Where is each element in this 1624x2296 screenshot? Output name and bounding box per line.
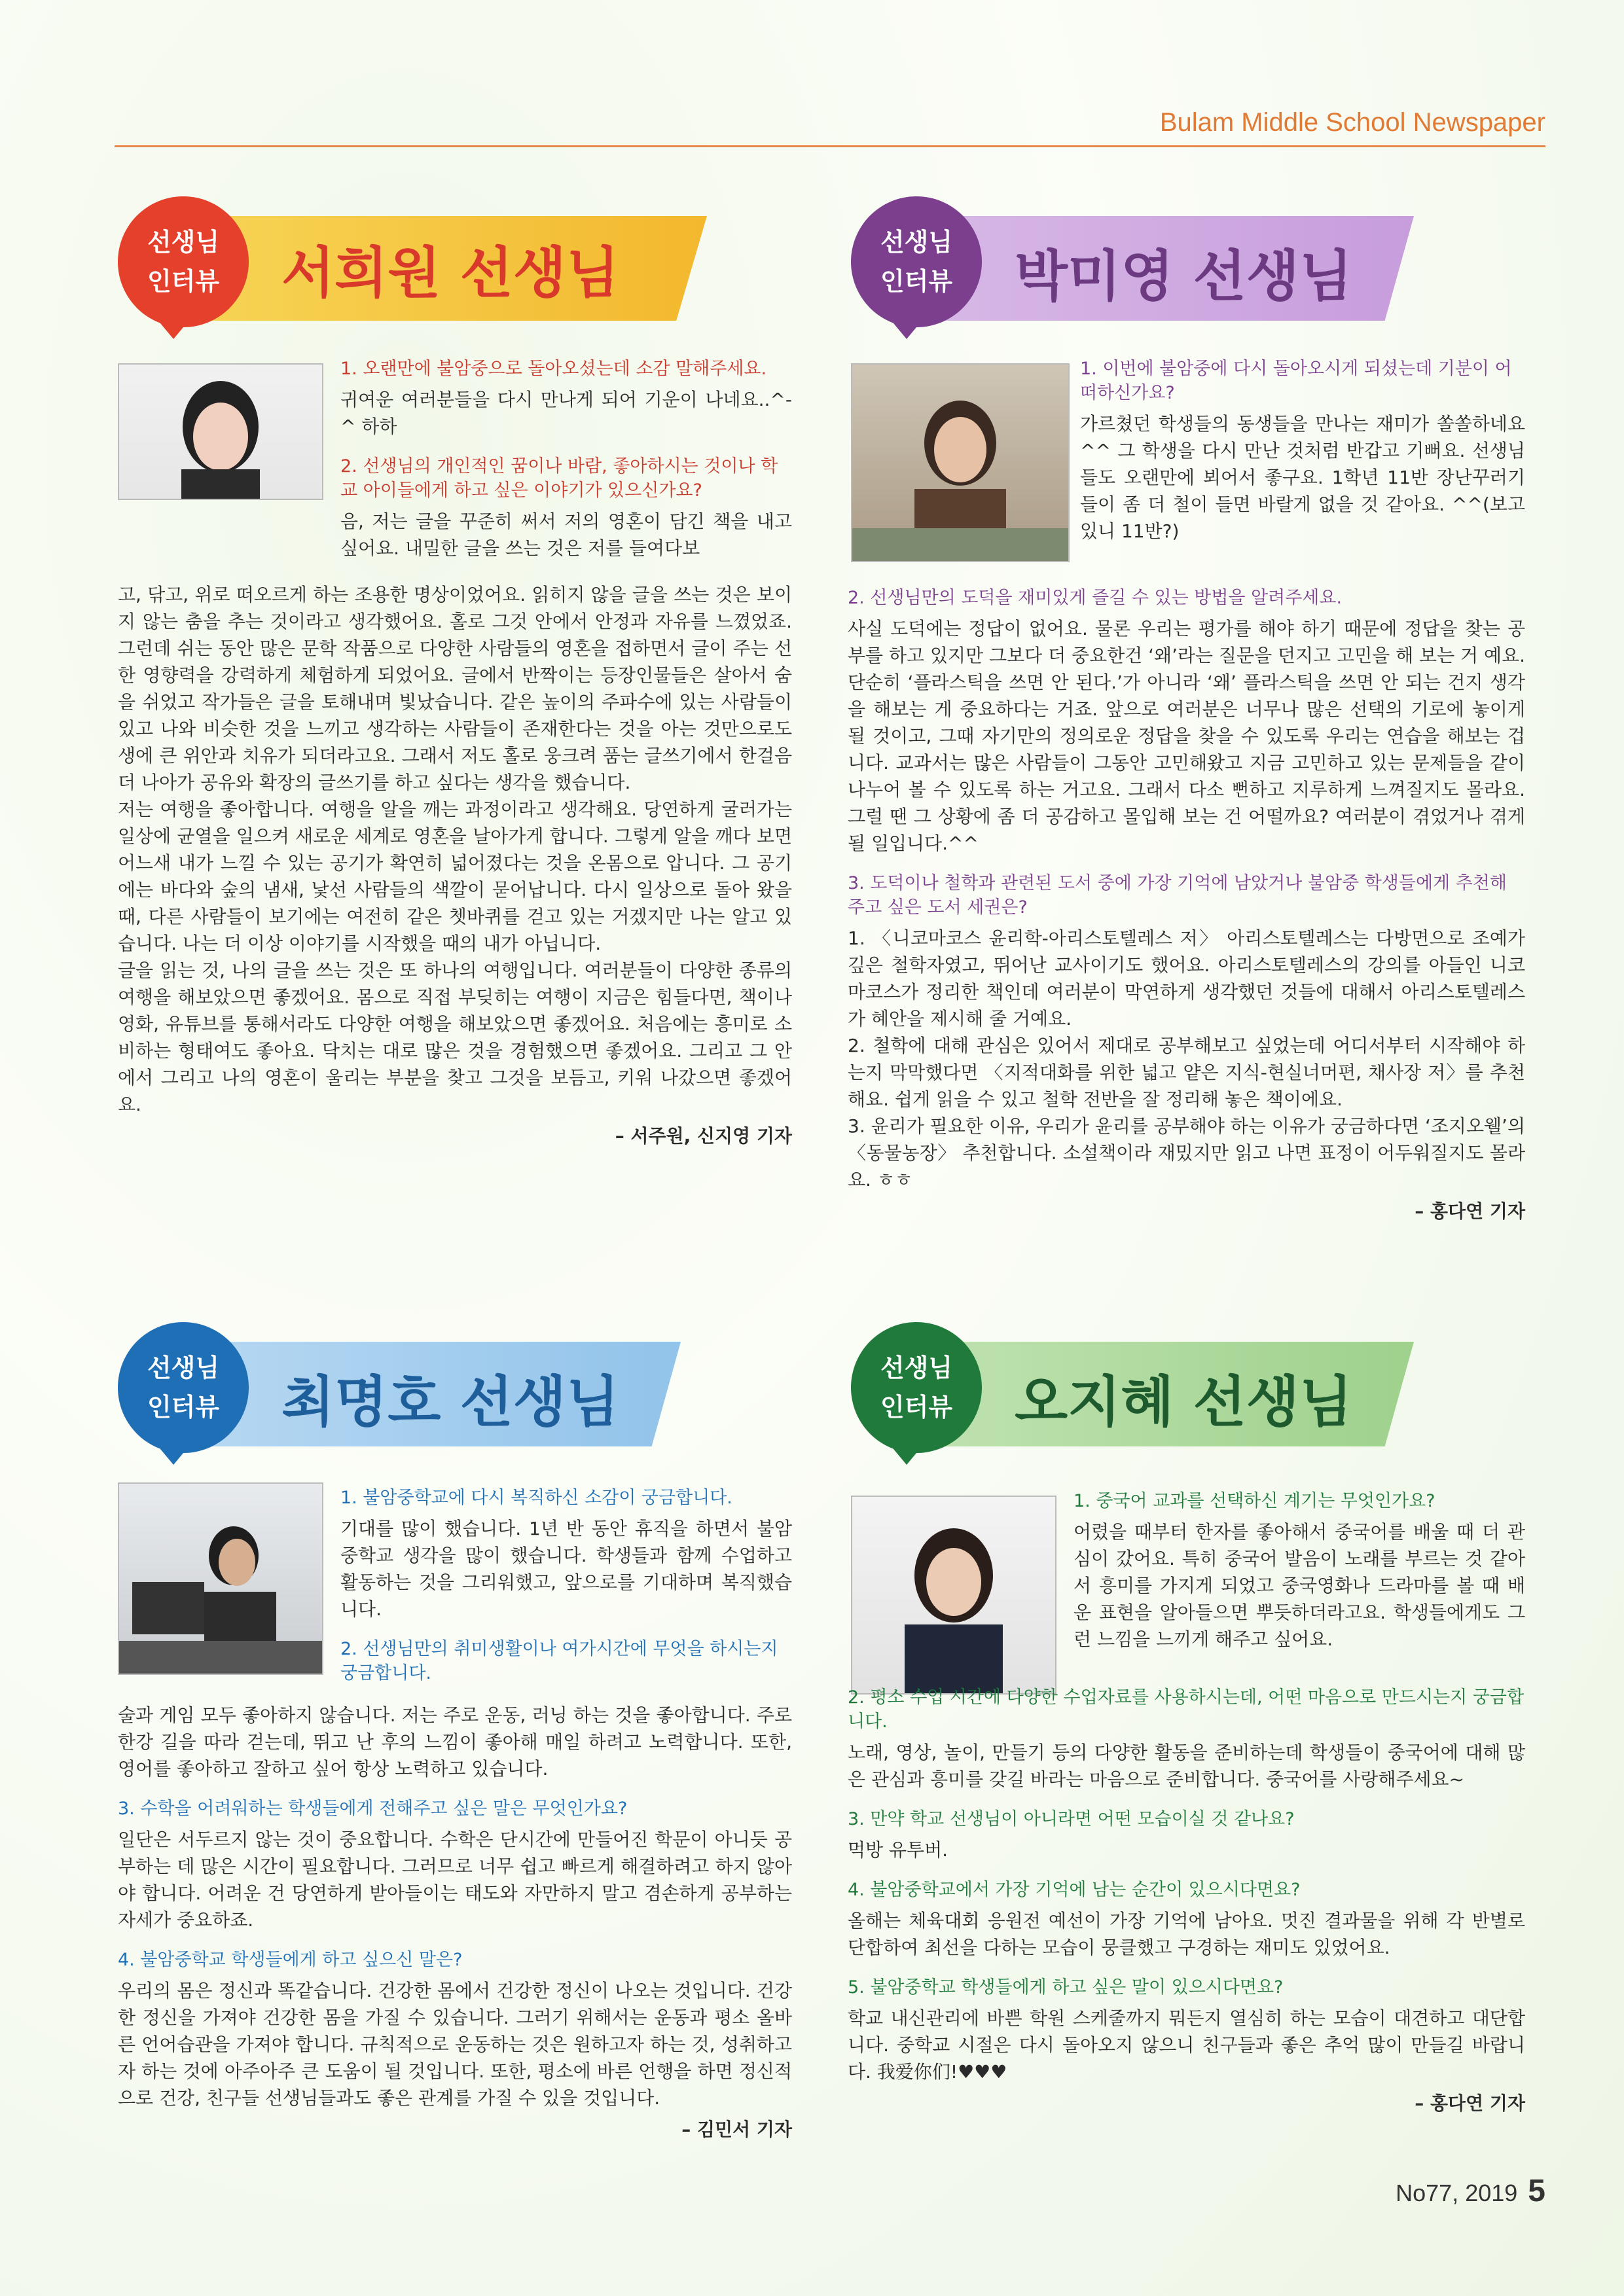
answer-2-body: 고, 닦고, 위로 떠오르게 하는 조용한 명상이었어요. 읽히지 않을 글을 쓰는 것은 보이지 않는 춤을 추는 것이라고 생각했어요. 홀로 그것 안에서 안정과 자유를 느꼈었죠. 그런데 쉬는 동안 많은 문학 작품으로 다양한 사람들의 영혼을 접하면서 글이 주는 선한 영향력을 강력하게 체험하게 되었어요. 글에서 반짝이는 등장인물들은 살아서 숨을 쉬었고 작가들은 글을 토해내며 빛났습니다. 같은 높이의 주파수에 있는 사람들이 있고 나와 비슷한 것을 느끼고 생각하는 사람들이 존재한다는 것을 아는 것만으로도 생에 큰 위안과 치유가 되더라고요. 그래서 저도 홀로 웅크려 품는 글쓰기에서 한걸음 더 나아가 공유와 확장의 글쓰기를 하고 싶다는 생각을 했습니다.: [118, 584, 792, 793]
byline: – 서주원, 신지영 기자: [615, 1125, 792, 1147]
issue-label: No77, 2019: [1396, 2179, 1518, 2206]
badge-line1: 선생님: [880, 228, 953, 257]
answer-1: 기대를 많이 했습니다. 1년 반 동안 휴직을 하면서 불암중학교 생각을 많이 했습니다. 학생들과 함께 수업하고 활동하는 것을 그리워했고, 앞으로를 기대하며 복직했습니다.: [340, 1518, 792, 1620]
answer-3: 일단은 서두르지 않는 것이 중요합니다. 수학은 단시간에 만들어진 학문이 아니듯 공부하는 데 많은 시간이 필요합니다. 그러므로 너무 쉽고 빠르게 해결하려고 하지 않아야 합니다. 어려운 건 당연하게 받아들이는 태도와 자만하지 말고 겸손하게 공부하는 자세가 중요하죠.: [118, 1829, 792, 1931]
answer-5: 학교 내신관리에 바쁜 학원 스케줄까지 뭐든지 열심히 하는 모습이 대견하고 대단합니다. 중학교 시절은 다시 돌아오지 않으니 친구들과 좋은 추억 많이 만들길 바랍니다. 我爱你们!♥♥♥: [848, 2007, 1525, 2083]
question-1: 1. 이번에 불암중에 다시 돌아오시게 되셨는데 기분이 어떠하신가요?: [1080, 359, 1512, 403]
question-4: 4. 불암중학교 학생들에게 하고 싶으신 말은?: [118, 1950, 463, 1970]
question-3: 3. 도덕이나 철학과 관련된 도서 중에 가장 기억에 남았거나 불암중 학생들에게 추천해 주고 싶은 도서 세권은?: [848, 873, 1507, 918]
badge-line1: 선생님: [147, 228, 220, 257]
interview-badge: [118, 1322, 249, 1453]
page-number: 5: [1528, 2174, 1545, 2208]
answer-1: 귀여운 여러분들을 다시 만나게 되어 기운이 나네요..^-^ 하하: [340, 389, 792, 437]
teacher-photo: [851, 1496, 1056, 1695]
answer-4: 우리의 몸은 정신과 똑같습니다. 건강한 몸에서 건강한 정신이 나오는 것입니다. 건강한 정신을 가져야 건강한 몸을 가질 수 있습니다. 그러기 위해서는 운동과 평소 올바른 언어습관을 가져야 합니다. 규칙적으로 운동하는 것은 원하고자 하는 것, 성취하고자 하는 것에 아주아주 큰 도움이 될 것입니다. 또한, 평소에 바른 언행을 하면 정신적으로 건강, 친구들 선생님들과도 좋은 관계를 가질 수 있을 것입니다.: [118, 1980, 792, 2109]
question-3: 3. 만약 학교 선생님이 아니라면 어떤 모습이실 것 같나요?: [848, 1809, 1295, 1829]
section-title: 박미영 선생님: [1015, 244, 1353, 308]
question-2: 2. 선생님만의 도덕을 재미있게 즐길 수 있는 방법을 알려주세요.: [848, 588, 1343, 608]
badge-line2: 인터뷰: [880, 1393, 953, 1422]
question-3: 3. 수학을 어려워하는 학생들에게 전해주고 싶은 말은 무엇인가요?: [118, 1799, 628, 1819]
badge-line2: 인터뷰: [147, 1393, 220, 1422]
page-footer: [1396, 2173, 1545, 2209]
teacher-photo: [851, 363, 1070, 562]
answer-3-book1: 1. 〈니코마코스 윤리학-아리스토텔레스 저〉 아리스토텔레스는 다방면으로 조예가 깊은 철학자였고, 뛰어난 교사이기도 했어요. 아리스토텔레스의 강의를 아들인 니코마코스가 정리한 책인데 여러분이 막연하게 생각했던 것들에 대해서 아리스토텔레스가 혜안을 제시해 줄 거예요.: [848, 927, 1525, 1030]
newspaper-name: Bulam Middle School Newspaper: [1159, 108, 1545, 137]
answer-2-intro: 음, 저는 글을 꾸준히 써서 저의 영혼이 담긴 책을 내고 싶어요. 내밀한 글을 쓰는 것은 저를 들여다보: [340, 511, 792, 559]
interview-badge: [118, 196, 249, 327]
answer-4: 올해는 체육대회 응원전 예선이 가장 기억에 남아요. 멋진 결과물을 위해 각 반별로 단합하여 최선을 다하는 모습이 뭉클했고 구경하는 재미도 있었어요.: [848, 1910, 1525, 1958]
question-2: 2. 평소 수업 시간에 다양한 수업자료를 사용하시는데, 어떤 마음으로 만드시는지 궁금합니다.: [848, 1687, 1525, 1732]
answer-2: 노래, 영상, 놀이, 만들기 등의 다양한 활동을 준비하는데 학생들이 중국어에 대해 많은 관심과 흥미를 갖길 바라는 마음으로 준비합니다. 중국어를 사랑해주세요~: [848, 1742, 1525, 1790]
byline: – 김민서 기자: [681, 2119, 792, 2140]
badge-line2: 인터뷰: [880, 267, 953, 296]
answer-1: 가르쳤던 학생들의 동생들을 만나는 재미가 쏠쏠하네요^^ 그 학생을 다시 만난 것처럼 반갑고 기뻐요. 선생님들도 오랜만에 뵈어서 좋구요. 1학년 11반 장난꾸러기들이 좀 더 철이 들면 바랄게 없을 것 같아요. ^^(보고 있니 11반?): [1080, 413, 1525, 542]
section-title: 오지혜 선생님: [1015, 1370, 1353, 1434]
interview-badge: [851, 1322, 982, 1453]
answer-2: 술과 게임 모두 좋아하지 않습니다. 저는 주로 운동, 러닝 하는 것을 좋아합니다. 주로 한강 길을 따라 걷는데, 뛰고 난 후의 느낌이 좋아해 매일 하려고 노력합니다. 또한, 영어를 좋아하고 잘하고 싶어 항상 노력하고 있습니다.: [118, 1704, 792, 1780]
teacher-photo: [118, 363, 323, 500]
header-divider: [115, 145, 1545, 147]
answer-2: 사실 도덕에는 정답이 없어요. 물론 우리는 평가를 해야 하기 때문에 정답을 찾는 공부를 하고 있지만 그보다 더 중요한건 ‘왜’라는 질문을 던지고 고민을 해 보는 거 예요. 단순히 ‘플라스틱을 쓰면 안 된다.’가 아니라 ‘왜’ 플라스틱을 쓰면 안 되는 건지 생각을 해보는 게 중요하다는 거죠. 앞으로 여러분은 너무나 많은 선택의 기로에 놓이게 될 것이고, 그때 자기만의 정의로운 정답을 찾을 수 있도록 우리는 연습을 해보는 겁니다. 교과서는 많은 사람들이 그동안 고민해왔고 지금 고민하고 있는 문제들을 같이 나누어 볼 수 있도록 하는 거고요. 그래서 다소 뻔하고 지루하게 느껴질지도 몰라요. 그럴 땐 그 상황에 좀 더 공감하고 몰입해 보는 건 어떨까요? 여러분이 겪었거나 겪게 될 일입니다.^^: [848, 618, 1525, 854]
teacher-photo: [118, 1482, 323, 1675]
badge-line2: 인터뷰: [147, 267, 220, 296]
badge-line1: 선생님: [147, 1354, 220, 1382]
question-1: 1. 불암중학교에 다시 복직하신 소감이 궁금합니다.: [340, 1488, 732, 1508]
question-1: 1. 오랜만에 불암중으로 돌아오셨는데 소감 말해주세요.: [340, 359, 767, 379]
question-1: 1. 중국어 교과를 선택하신 계기는 무엇인가요?: [1074, 1491, 1435, 1511]
answer-2-closing: 글을 읽는 것, 나의 글을 쓰는 것은 또 하나의 여행입니다. 여러분들이 다양한 종류의 여행을 해보았으면 좋겠어요. 몸으로 직접 부딪히는 여행이 지금은 힘들다면, 책이나 영화, 유튜브를 통해서라도 다양한 여행을 해보았으면 좋겠어요. 처음에는 흥미로 소비하는 형태여도 좋아요. 닥치는 대로 많은 것을 경험했으면 좋겠어요. 그리고 그 안에서 그리고 나의 영혼이 울리는 부분을 찾고 그것을 보듬고, 키워 나갔으면 좋겠어요.: [118, 960, 792, 1115]
byline: – 홍다연 기자: [1415, 1200, 1525, 1222]
answer-2-travel: 저는 여행을 좋아합니다. 여행을 알을 깨는 과정이라고 생각해요. 당연하게 굴러가는 일상에 균열을 일으켜 새로운 세계로 영혼을 날아가게 합니다. 그렇게 알을 깨다 보면 어느새 내가 느낄 수 있는 공기가 확연히 넓어졌다는 것을 온몸으로 압니다. 그 공기에는 바다와 숲의 냄새, 낯선 사람들의 색깔이 묻어납니다. 다시 일상으로 돌아 왔을 때, 다른 사람들이 보기에는 여전히 같은 쳇바퀴를 걷고 있는 거겠지만 나는 알고 있습니다. 나는 더 이상 이야기를 시작했을 때의 내가 아닙니다.: [118, 798, 792, 954]
answer-1: 어렸을 때부터 한자를 좋아해서 중국어를 배울 때 더 관심이 갔어요. 특히 중국어 발음이 노래를 부르는 것 같아서 흥미를 가지게 되었고 중국영화나 드라마를 볼 때 배운 표현을 알아들으면 뿌듯하더라고요. 학생들에게도 그런 느낌을 느끼게 해주고 싶어요.: [1074, 1521, 1525, 1650]
section-title: 최명호 선생님: [281, 1370, 620, 1434]
interview-badge: [851, 196, 982, 327]
section-title: 서희원 선생님: [281, 241, 620, 305]
question-4: 4. 불암중학교에서 가장 기억에 남는 순간이 있으시다면요?: [848, 1880, 1301, 1900]
badge-line1: 선생님: [880, 1354, 953, 1382]
answer-3: 먹방 유투버.: [848, 1839, 948, 1861]
question-5: 5. 불암중학교 학생들에게 하고 싶은 말이 있으시다면요?: [848, 1977, 1284, 1998]
question-2: 2. 선생님만의 취미생활이나 여가시간에 무엇을 하시는지 궁금합니다.: [340, 1639, 778, 1683]
byline: – 홍다연 기자: [1415, 2092, 1525, 2114]
answer-3-book3: 3. 윤리가 필요한 이유, 우리가 윤리를 공부해야 하는 이유가 궁금하다면 ‘조지오웰’의 〈동물농장〉 추천합니다. 소설책이라 재밌지만 읽고 나면 표정이 어두워질지도 몰라요. ㅎㅎ: [848, 1115, 1526, 1191]
answer-3-book2: 2. 철학에 대해 관심은 있어서 제대로 공부해보고 싶었는데 어디서부터 시작해야 하는지 막막했다면 〈지적대화를 위한 넓고 얕은 지식-현실너머편, 채사장 저〉를 추천해요. 쉽게 읽을 수 있고 철학 전반을 잘 정리해 놓은 책이에요.: [848, 1035, 1525, 1110]
question-2: 2. 선생님의 개인적인 꿈이나 바람, 좋아하시는 것이나 학교 아이들에게 하고 싶은 이야기가 있으신가요?: [340, 456, 778, 501]
